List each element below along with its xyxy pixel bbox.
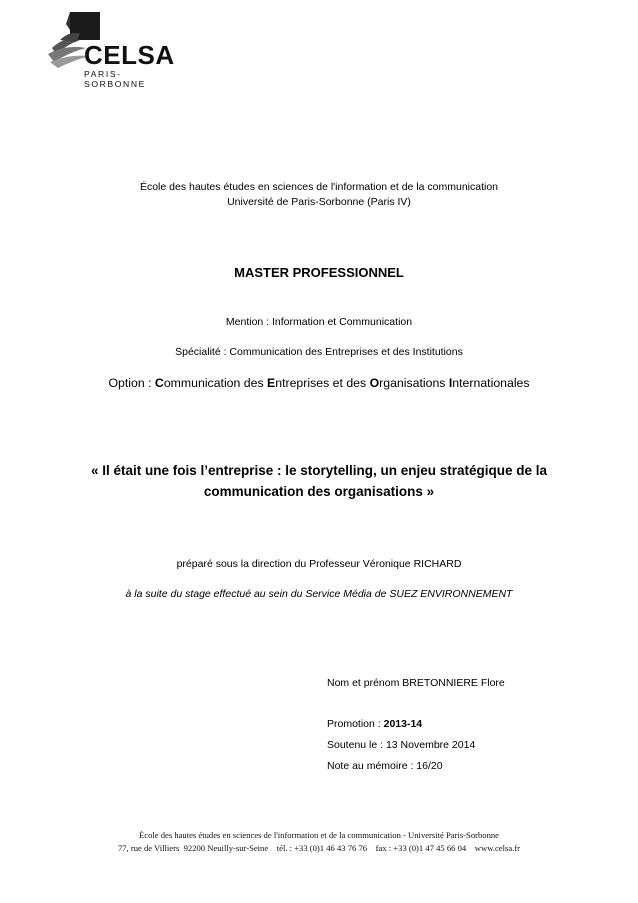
supervisor-line: préparé sous la direction du Professeur Véronique RICHARD [176, 558, 462, 570]
footer-line: École des hautes études en sciences de l'information et de la communication - Université Paris-Sorbonne [139, 830, 499, 840]
degree-mention: Mention : Information et Communication [225, 316, 413, 328]
promotion-value: 2013-14 [383, 718, 423, 730]
option-initial: C [154, 376, 164, 390]
defense-date: Soutenu le : 13 Novembre 2014 [327, 739, 476, 751]
thesis-grade: Note au mémoire : 16/20 [327, 760, 443, 772]
logo-subtitle: PARIS-SORBONNE [84, 69, 146, 89]
internship-line: à la suite du stage effectué au sein du Service Média de SUEZ ENVIRONNEMENT [125, 588, 513, 600]
option-word: ommunication des [163, 376, 268, 390]
university-name: Université de Paris-Sorbonne (Paris IV) [227, 196, 411, 208]
degree-title: MASTER PROFESSIONNEL [234, 265, 404, 280]
option-initial: O [369, 376, 380, 390]
thesis-title-line: « Il était une fois l’entreprise : le storytelling, un enjeu stratégique de la [90, 463, 548, 478]
option-word: rganisations [379, 376, 449, 390]
option-word: ntreprises et des [275, 376, 370, 390]
logo-wordmark: CELSA [84, 40, 175, 70]
option-prefix: Option : [108, 376, 155, 390]
degree-specialite: Spécialité : Communication des Entreprises et des Institutions [175, 346, 463, 358]
student-promotion [327, 718, 422, 730]
option-initial: I [448, 376, 453, 390]
option-initial: E [267, 376, 276, 390]
option-word: nternationales [452, 376, 530, 390]
footer-contact: 77, rue de Villiers 92200 Neuilly-sur-Seine tél. : +33 (0)1 46 43 76 76 fax : +33 (0)1 47 45 66 04 www.celsa.fr [117, 843, 521, 853]
promotion-label: Promotion : [327, 718, 384, 730]
thesis-title-line: communication des organisations » [203, 484, 435, 499]
celsa-logo [46, 10, 176, 89]
student-name: Nom et prénom BRETONNIERE Flore [327, 677, 505, 689]
thesis-title [0, 460, 638, 502]
degree-option [0, 376, 638, 390]
school-name: École des hautes études en sciences de l'information et de la communication [139, 181, 499, 193]
